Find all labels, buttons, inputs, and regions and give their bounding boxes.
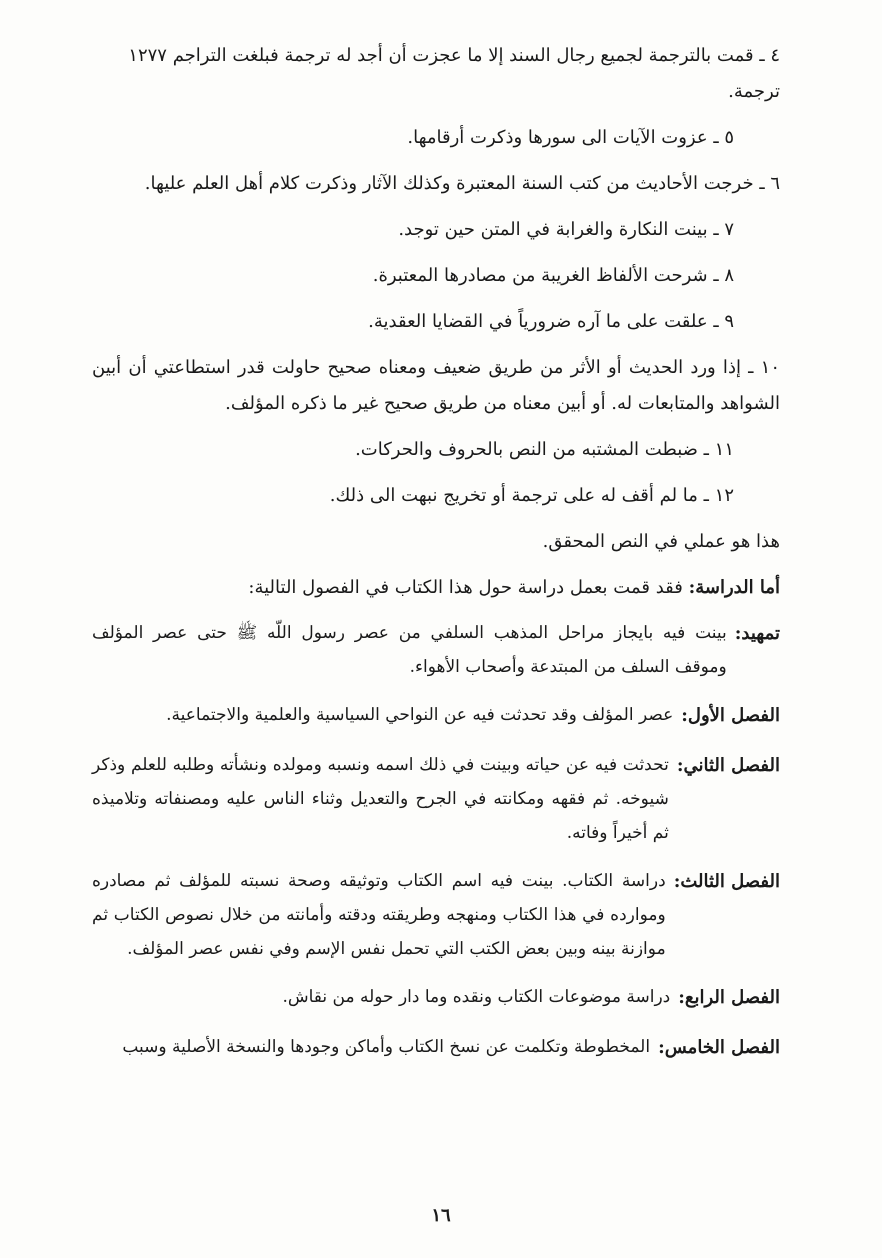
- list-item-6: ٦ ـ خرجت الأحاديث من كتب السنة المعتبرة وكذلك الآثار وذكرت كلام أهل العلم عليها.: [144, 173, 780, 194]
- page-body: [92, 38, 780, 1080]
- list-item-4: ٤ ـ قمت بالترجمة لجميع رجال السند إلا ما عجزت أن أجد له ترجمة فبلغت التراجم ١٢٧٧ ترجمة.: [128, 45, 780, 102]
- chapter-text: عصر المؤلف وقد تحدثت فيه عن النواحي السياسية والعلمية والاجتماعية.: [166, 705, 674, 725]
- chapter-text: تحدثت فيه عن حياته وبينت في ذلك اسمه ونسبه ومولده ونشأته وطلبه للعلم وذكر شيوخه. ثم فقهه ومكانته في الجرح والتعديل وثناء الناس عليه ومصنفاته وتلاميذه ثم أخيراً وفاته.: [92, 755, 669, 843]
- list-item-12: ١٢ ـ ما لم أقف له على ترجمة أو تخريج نبهت الى ذلك.: [329, 485, 734, 506]
- chapter-4: [92, 980, 780, 1016]
- chapter-text: المخطوطة وتكلمت عن نسخ الكتاب وأماكن وجودها والنسخة الأصلية وسبب: [122, 1037, 651, 1057]
- chapter-label: الفصل الرابع:: [678, 987, 780, 1008]
- chapter-label: الفصل الخامس:: [658, 1037, 780, 1058]
- closing-sentence: هذا هو عملي في النص المحقق.: [542, 531, 780, 552]
- page-number: ١٦: [431, 1205, 451, 1226]
- list-item-7: ٧ ـ بينت النكارة والغرابة في المتن حين توجد.: [398, 219, 734, 240]
- study-intro: [92, 570, 780, 606]
- chapter-text: دراسة الكتاب. بينت فيه اسم الكتاب وتوثيقه وصحة نسبته للمؤلف ثم مصادره وموارده في هذا الكتاب ومنهجه وطريقته ودقته وأمانته من خلال نصوص الكتاب ثم موازنة بينه وبين بعض الكتب التي تحمل نفس الإسم وفي نفس عصر المؤلف.: [92, 871, 666, 959]
- chapter-text: بينت فيه بايجاز مراحل المذهب السلفي من عصر رسول اللّه ﷺ حتى عصر المؤلف وموقف السلف من المبتدعة وأصحاب الأهواء.: [92, 623, 727, 677]
- chapter-label: الفصل الأول:: [681, 705, 780, 726]
- list-item-5: ٥ ـ عزوت الآيات الى سورها وذكرت أرقامها.: [407, 127, 734, 148]
- chapter-label: تمهيد:: [734, 623, 780, 644]
- chapter-text: دراسة موضوعات الكتاب ونقده وما دار حوله من نقاش.: [282, 987, 671, 1007]
- chapter-label: الفصل الثالث:: [673, 871, 780, 892]
- chapter-5: [92, 1030, 780, 1066]
- list-item-11: ١١ ـ ضبطت المشتبه من النص بالحروف والحركات.: [355, 439, 734, 460]
- list-item-9: ٩ ـ علقت على ما آره ضرورياً في القضايا العقدية.: [368, 311, 734, 332]
- list-item-8: ٨ ـ شرحت الألفاظ الغريبة من مصادرها المعتبرة.: [372, 265, 734, 286]
- list-item-10: ١٠ ـ إذا ورد الحديث أو الأثر من طريق ضعيف ومعناه صحيح حاولت قدر استطاعتي أن أبين الشواهد والمتابعات له. أو أبين معناه من طريق صحيح غير ما ذكره المؤلف.: [92, 357, 780, 414]
- chapter-2: [92, 748, 780, 850]
- chapter-3: [92, 864, 780, 966]
- chapter-intro: [92, 616, 780, 684]
- chapter-1: [92, 698, 780, 734]
- study-label: أما الدراسة:: [688, 577, 780, 598]
- chapter-label: الفصل الثاني:: [676, 755, 780, 776]
- study-text: فقد قمت بعمل دراسة حول هذا الكتاب في الفصول التالية:: [248, 577, 683, 598]
